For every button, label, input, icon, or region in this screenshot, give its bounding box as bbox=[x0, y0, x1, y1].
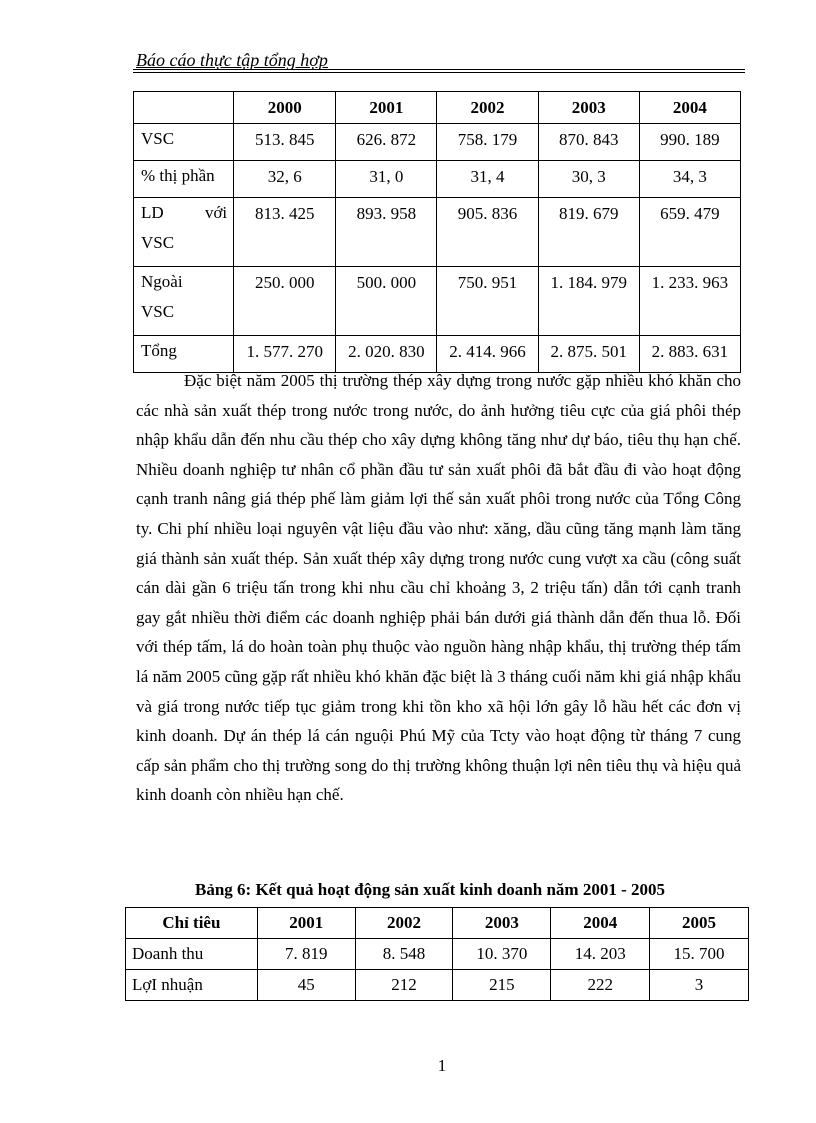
table-cell: 250. 000 bbox=[234, 267, 336, 336]
table-cell: 34, 3 bbox=[639, 161, 740, 198]
row-label: Tổng bbox=[134, 336, 234, 373]
table-cell: 1. 577. 270 bbox=[234, 336, 336, 373]
table-cell: 45 bbox=[257, 970, 355, 1001]
table-cell: 2. 875. 501 bbox=[538, 336, 639, 373]
table-cell: 819. 679 bbox=[538, 198, 639, 267]
header-rule bbox=[133, 72, 745, 73]
table-cell: 15. 700 bbox=[650, 939, 749, 970]
table-header-cell: Chỉ tiêu bbox=[126, 908, 258, 939]
row-label-part: LD bbox=[141, 203, 164, 222]
table-header-cell: 2002 bbox=[355, 908, 453, 939]
row-label: Doanh thu bbox=[126, 939, 258, 970]
market-share-table bbox=[133, 91, 741, 373]
table-cell: 2. 414. 966 bbox=[437, 336, 538, 373]
row-label-part: với bbox=[204, 203, 228, 222]
table-cell: 893. 958 bbox=[336, 198, 437, 267]
row-label: VSC bbox=[134, 124, 234, 161]
table-header-cell: 2003 bbox=[453, 908, 551, 939]
table-cell: 32, 6 bbox=[234, 161, 336, 198]
table-cell: 750. 951 bbox=[437, 267, 538, 336]
table-cell: 222 bbox=[551, 970, 650, 1001]
table-cell: 870. 843 bbox=[538, 124, 639, 161]
table-header-row bbox=[134, 92, 741, 124]
table-row bbox=[126, 939, 749, 970]
body-paragraph: Đặc biệt năm 2005 thị trường thép xây dựng trong nước gặp nhiều khó khăn cho các nhà sản xuất thép trong nước trong nước, do ảnh hưởng tiêu cực của giá phôi thép nhập khẩu dẫn đến nhu cầu thép cho xây dựng không tăng như dự báo, tiêu thụ hạn chế. Nhiều doanh nghiệp tư nhân cổ phần đầu tư sản xuất phôi đã bắt đầu đi vào hoạt động cạnh tranh nâng giá thép phế làm giảm lợi thế sản xuất phôi trong nước của Tổng Công ty. Chi phí nhiều loại nguyên vật liệu đầu vào như: xăng, dầu cũng tăng mạnh làm tăng giá thành sản xuất thép. Sản xuất thép xây dựng trong nước cung vượt xa cầu (công suất cán dài gần 6 triệu tấn trong khi nhu cầu chỉ khoảng 3, 2 triệu tấn) dẫn tới cạnh tranh gay gắt nhiều thời điểm các doanh nghiệp phải bán dưới giá thành dẫn đến thua lỗ. Đối với thép tấm, lá do hoàn toàn phụ thuộc vào nguồn hàng nhập khẩu, thị trường thép tấm lá năm 2005 cũng gặp rất nhiều khó khăn đặc biệt là 3 tháng cuối năm khi giá nhập khẩu và giá trong nước tiếp tục giảm trong khi tồn kho xã hội lớn gây lỗ hầu hết các đơn vị kinh doanh. Dự án thép lá cán nguội Phú Mỹ của Tcty vào hoạt động từ tháng 7 cung cấp sản phẩm cho thị trường song do thị trường không thuận lợi nên tiêu thụ và hiệu quả kinh doanh còn nhiều hạn chế. bbox=[136, 371, 741, 805]
table-header-cell: 2001 bbox=[336, 92, 437, 124]
table-cell: 905. 836 bbox=[437, 198, 538, 267]
table-cell: 3 bbox=[650, 970, 749, 1001]
table-cell: 212 bbox=[355, 970, 453, 1001]
document-header-title: Báo cáo thực tập tổng hợp bbox=[136, 50, 328, 70]
table-cell: 10. 370 bbox=[453, 939, 551, 970]
page-number: 1 bbox=[437, 1056, 447, 1075]
table-row bbox=[134, 161, 741, 198]
table-cell: 500. 000 bbox=[336, 267, 437, 336]
table-cell: 626. 872 bbox=[336, 124, 437, 161]
table-cell: 30, 3 bbox=[538, 161, 639, 198]
table-header-cell: 2000 bbox=[234, 92, 336, 124]
table-header-cell bbox=[134, 92, 234, 124]
row-label: % thị phần bbox=[134, 161, 234, 198]
business-results-table bbox=[125, 907, 749, 1001]
row-label bbox=[134, 267, 234, 336]
table-cell: 14. 203 bbox=[551, 939, 650, 970]
table-header-cell: 2002 bbox=[437, 92, 538, 124]
header-rule bbox=[133, 69, 745, 70]
table-cell: 659. 479 bbox=[639, 198, 740, 267]
table-header-cell: 2001 bbox=[257, 908, 355, 939]
table-cell: 1. 233. 963 bbox=[639, 267, 740, 336]
table-cell: 8. 548 bbox=[355, 939, 453, 970]
table-cell: 513. 845 bbox=[234, 124, 336, 161]
table-row bbox=[134, 198, 741, 267]
row-label-part: VSC bbox=[141, 302, 175, 321]
table-header-cell: 2004 bbox=[639, 92, 740, 124]
row-label-part: Ngoài bbox=[141, 272, 183, 291]
table-header-cell: 2004 bbox=[551, 908, 650, 939]
table-row bbox=[134, 267, 741, 336]
table-cell: 990. 189 bbox=[639, 124, 740, 161]
table-cell: 215 bbox=[453, 970, 551, 1001]
table-cell: 813. 425 bbox=[234, 198, 336, 267]
table-caption: Bảng 6: Kết quả hoạt động sản xuất kinh doanh năm 2001 - 2005 bbox=[195, 880, 665, 899]
table-cell: 31, 0 bbox=[336, 161, 437, 198]
row-label bbox=[134, 198, 234, 267]
table-cell: 2. 020. 830 bbox=[336, 336, 437, 373]
table-header-cell: 2005 bbox=[650, 908, 749, 939]
row-label: LợI nhuận bbox=[126, 970, 258, 1001]
table-header-row bbox=[126, 908, 749, 939]
table-cell: 31, 4 bbox=[437, 161, 538, 198]
row-label-part: VSC bbox=[141, 233, 175, 252]
table-cell: 1. 184. 979 bbox=[538, 267, 639, 336]
table-cell: 758. 179 bbox=[437, 124, 538, 161]
table-cell: 7. 819 bbox=[257, 939, 355, 970]
table-cell: 2. 883. 631 bbox=[639, 336, 740, 373]
table-row bbox=[134, 124, 741, 161]
table-row bbox=[126, 970, 749, 1001]
table-header-cell: 2003 bbox=[538, 92, 639, 124]
